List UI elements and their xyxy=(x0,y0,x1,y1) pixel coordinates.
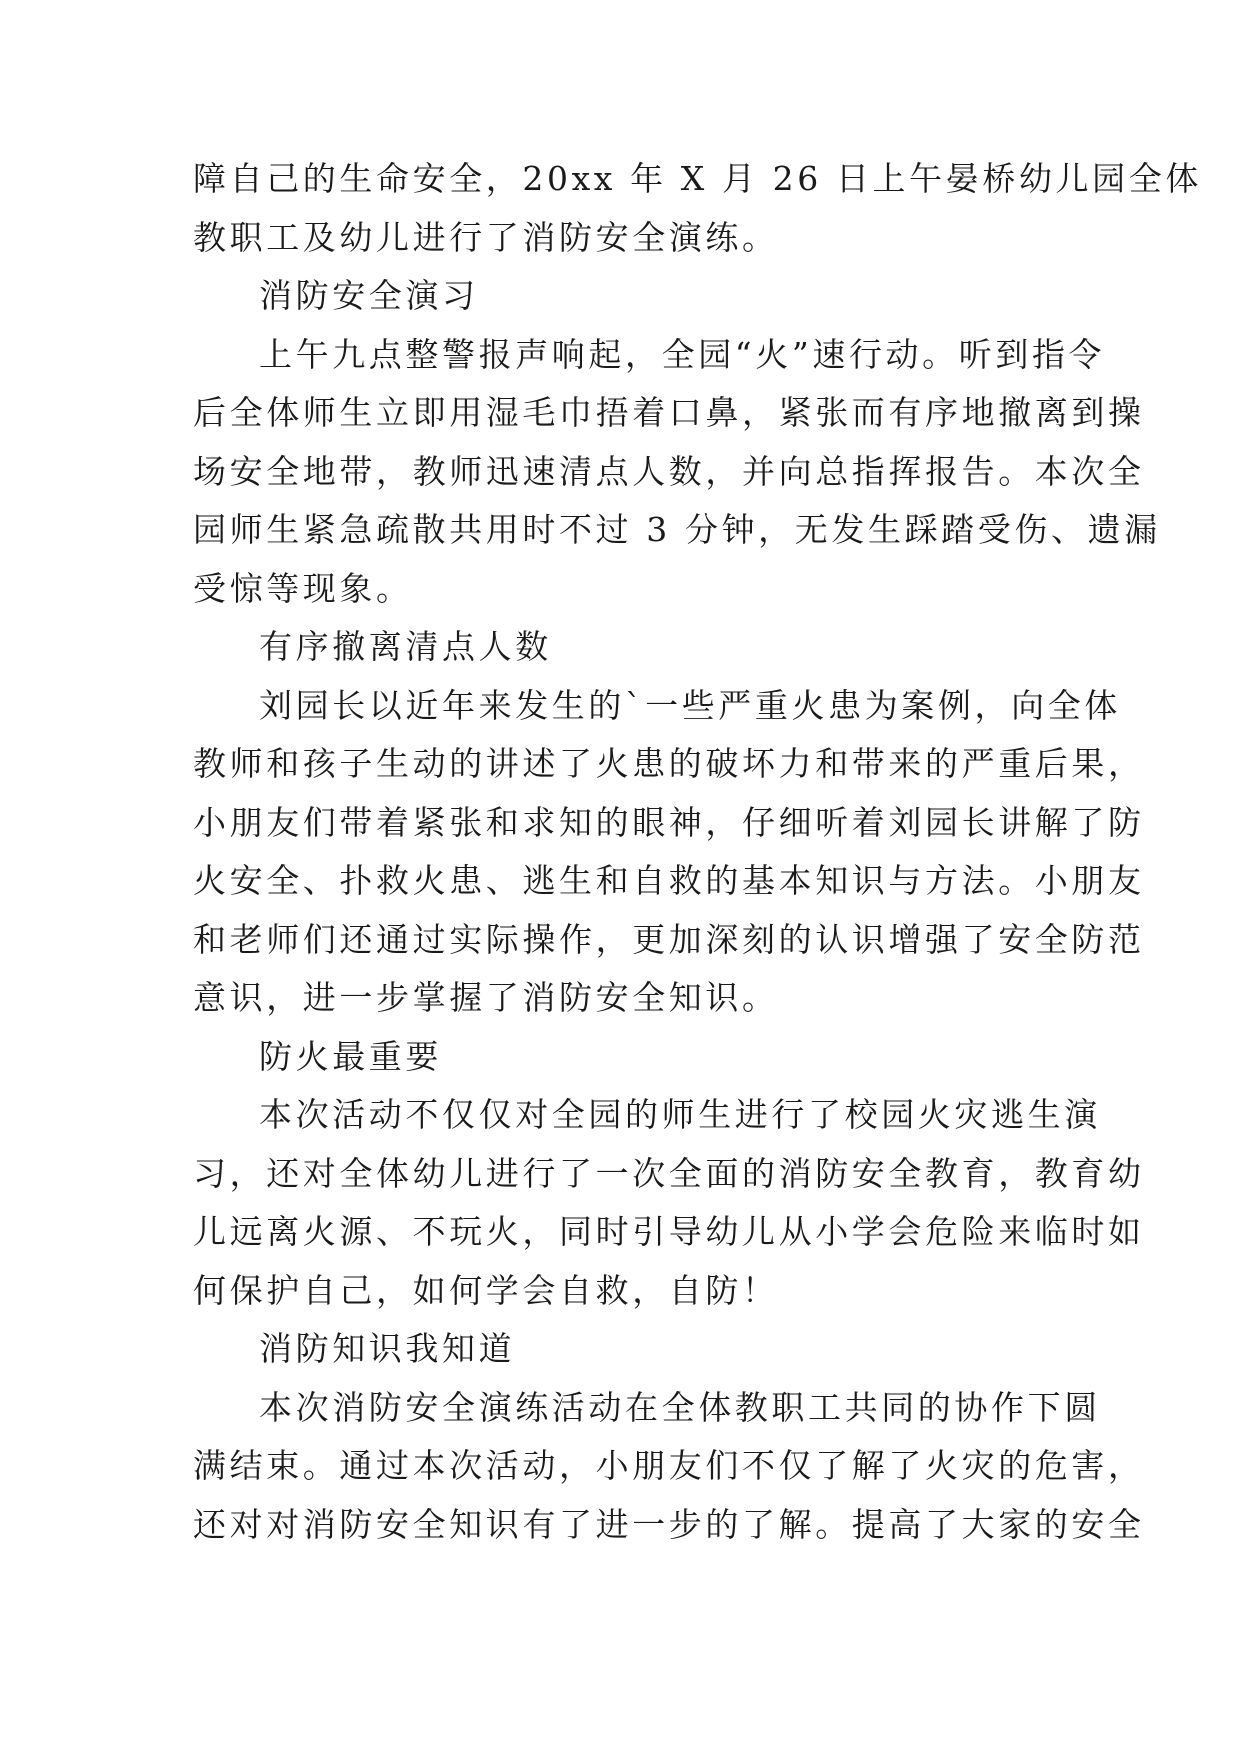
text-line: 本次活动不仅仅对全园的师生进行了校园火灾逃生演 xyxy=(259,1095,1101,1134)
text-line: 刘园长以近年来发生的`一些严重火患为案例，向全体 xyxy=(259,685,1121,725)
text-line: 火安全、扑救火患、逃生和自救的基本知识与方法。小朋友 xyxy=(193,861,1145,900)
text-line: 场安全地带，教师迅速清点人数，并向总指挥报告。本次全 xyxy=(193,451,1145,491)
text-line: 还对对消防安全知识有了进一步的了解。提高了大家的安全 xyxy=(193,1504,1145,1544)
document-body xyxy=(193,150,1202,1554)
text-line: 教师和孩子生动的讲述了火患的破坏力和带来的严重后果， xyxy=(193,744,1145,783)
text-line: 本次消防安全演练活动在全体教职工共同的协作下圆 xyxy=(259,1387,1101,1427)
text-line: 上午九点整警报声响起，全园“火”速行动。听到指令 xyxy=(259,334,1106,374)
text-line: 习，还对全体幼儿进行了一次全面的消防安全教育，教育幼 xyxy=(193,1153,1145,1193)
text-line: 受惊等现象。 xyxy=(193,568,413,608)
text-line: 园师生紧急疏散共用时不过 3 分钟，无发生踩踏受伤、遗漏 xyxy=(193,510,1161,549)
text-line: 教职工及幼儿进行了消防安全演练。 xyxy=(193,217,779,257)
section-heading: 消防安全演习 xyxy=(259,276,479,315)
text-line: 后全体师生立即用湿毛巾捂着口鼻，紧张而有序地撤离到操 xyxy=(193,393,1145,432)
section-heading: 有序撤离清点人数 xyxy=(259,627,552,666)
text-line: 意识，进一步掌握了消防安全知识。 xyxy=(193,978,779,1017)
text-line: 和老师们还通过实际操作，更加深刻的认识增强了安全防范 xyxy=(193,919,1145,959)
section-heading: 防火最重要 xyxy=(259,1036,442,1076)
text-line: 儿远离火源、不玩火，同时引导幼儿从小学会危险来临时如 xyxy=(193,1212,1145,1251)
text-line: 何保护自己，如何学会自救，自防！ xyxy=(193,1270,779,1310)
text-line: 障自己的生命安全，20xx 年 X 月 26 日上午晏桥幼儿园全体 xyxy=(193,159,1202,198)
section-heading: 消防知识我知道 xyxy=(259,1329,516,1368)
text-line: 满结束。通过本次活动，小朋友们不仅了解了火灾的危害， xyxy=(193,1446,1145,1485)
text-line: 小朋友们带着紧张和求知的眼神，仔细听着刘园长讲解了防 xyxy=(193,802,1145,842)
